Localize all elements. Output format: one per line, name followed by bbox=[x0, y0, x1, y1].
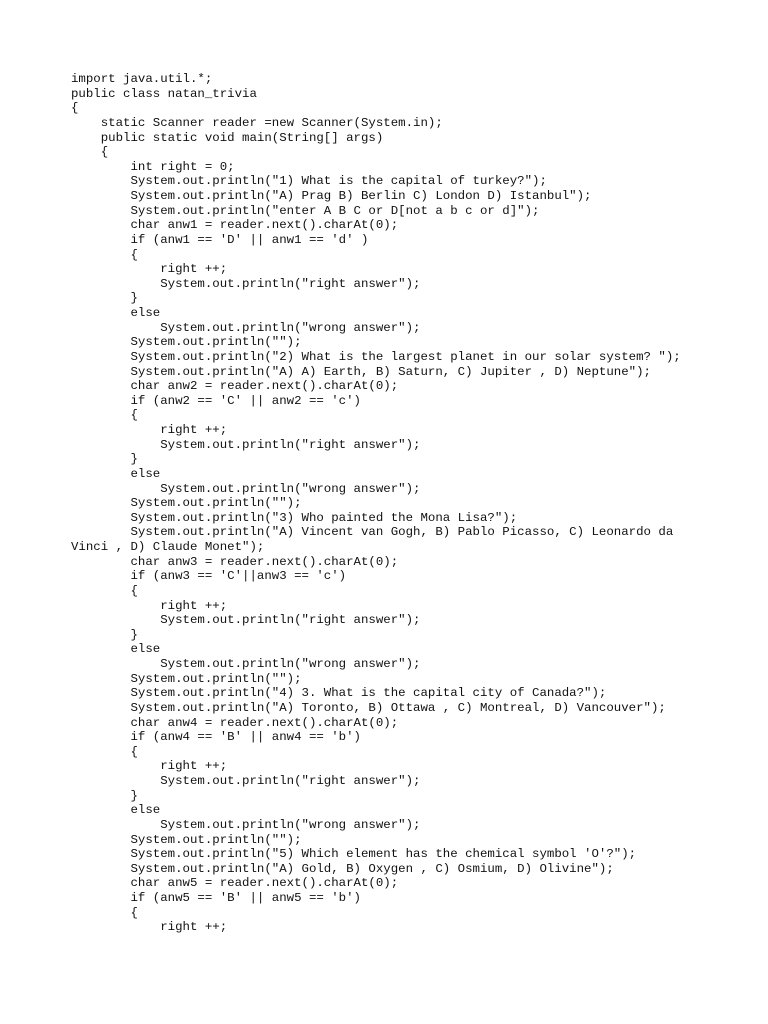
code-line: right ++; bbox=[71, 759, 228, 774]
code-line: System.out.println("3) Who painted the Mona Lisa?"); bbox=[71, 510, 518, 525]
code-line: char anw4 = reader.next().charAt(0); bbox=[71, 715, 399, 730]
code-line: System.out.println("right answer"); bbox=[71, 437, 421, 452]
code-line: int right = 0; bbox=[71, 159, 235, 174]
code-line: System.out.println(""); bbox=[71, 335, 302, 350]
code-line: System.out.println("5) Which element has the chemical symbol 'O'?"); bbox=[71, 847, 637, 862]
code-line: System.out.println("wrong answer"); bbox=[71, 817, 421, 832]
code-line: System.out.println("wrong answer"); bbox=[71, 481, 421, 496]
code-line: char anw3 = reader.next().charAt(0); bbox=[71, 554, 399, 569]
code-line: if (anw3 == 'C'||anw3 == 'c') bbox=[71, 569, 347, 584]
code-line: System.out.println("right answer"); bbox=[71, 276, 421, 291]
source-code-block bbox=[71, 72, 761, 935]
code-line: public class natan_trivia bbox=[71, 86, 257, 101]
code-line: } bbox=[71, 452, 138, 467]
code-line: System.out.println("4) 3. What is the capital city of Canada?"); bbox=[71, 686, 607, 701]
code-line: { bbox=[71, 145, 109, 160]
code-line: import java.util.*; bbox=[71, 72, 213, 86]
code-line: if (anw1 == 'D' || anw1 == 'd' ) bbox=[71, 232, 369, 247]
code-line: System.out.println("A) Prag B) Berlin C) London D) Istanbul"); bbox=[71, 189, 592, 203]
code-line: else bbox=[71, 642, 161, 657]
code-line: System.out.println("A) Gold, B) Oxygen , C) Osmium, D) Olivine"); bbox=[71, 861, 614, 876]
code-line: { bbox=[71, 101, 79, 116]
code-line: System.out.println("A) Toronto, B) Ottawa , C) Montreal, D) Vancouver"); bbox=[71, 700, 666, 715]
code-line: char anw2 = reader.next().charAt(0); bbox=[71, 379, 399, 394]
code-line: else bbox=[71, 803, 161, 818]
code-line: System.out.println("1) What is the capital of turkey?"); bbox=[71, 174, 547, 189]
code-line: if (anw2 == 'C' || anw2 == 'c') bbox=[71, 393, 361, 408]
code-line: } bbox=[71, 627, 138, 642]
code-line: right ++; bbox=[71, 920, 228, 935]
code-line: { bbox=[71, 408, 138, 423]
code-line: System.out.println(""); bbox=[71, 832, 302, 847]
code-line: System.out.println("wrong answer"); bbox=[71, 657, 421, 671]
code-line: System.out.println("A) A) Earth, B) Saturn, C) Jupiter , D) Neptune"); bbox=[71, 364, 651, 379]
code-line: static Scanner reader =new Scanner(System.in); bbox=[71, 115, 443, 130]
code-line: { bbox=[71, 905, 138, 920]
code-line: System.out.println(""); bbox=[71, 671, 302, 686]
code-line: System.out.println("2) What is the largest planet in our solar system? "); bbox=[71, 349, 681, 364]
code-line: System.out.println("wrong answer"); bbox=[71, 320, 421, 335]
code-line: System.out.println("enter A B C or D[not a b c or d]"); bbox=[71, 203, 540, 218]
code-line: public static void main(String[] args) bbox=[71, 130, 384, 145]
code-line: else bbox=[71, 306, 161, 320]
code-line: { bbox=[71, 744, 138, 759]
code-line: char anw5 = reader.next().charAt(0); bbox=[71, 876, 399, 891]
code-line: Vinci , D) Claude Monet"); bbox=[71, 540, 265, 554]
code-line: } bbox=[71, 788, 138, 803]
code-line: System.out.println(""); bbox=[71, 496, 302, 511]
code-line: { bbox=[71, 583, 138, 598]
code-line: System.out.println("right answer"); bbox=[71, 774, 421, 788]
code-line: right ++; bbox=[71, 598, 228, 613]
code-line: { bbox=[71, 247, 138, 262]
code-line: System.out.println("right answer"); bbox=[71, 613, 421, 628]
code-line: right ++; bbox=[71, 423, 228, 437]
code-line: if (anw5 == 'B' || anw5 == 'b') bbox=[71, 891, 361, 905]
code-line: if (anw4 == 'B' || anw4 == 'b') bbox=[71, 730, 361, 745]
code-line: right ++; bbox=[71, 262, 228, 277]
code-line: else bbox=[71, 466, 161, 481]
code-line: } bbox=[71, 291, 138, 306]
code-line: System.out.println("A) Vincent van Gogh, B) Pablo Picasso, C) Leonardo da bbox=[71, 525, 674, 540]
code-line: char anw1 = reader.next().charAt(0); bbox=[71, 218, 399, 233]
